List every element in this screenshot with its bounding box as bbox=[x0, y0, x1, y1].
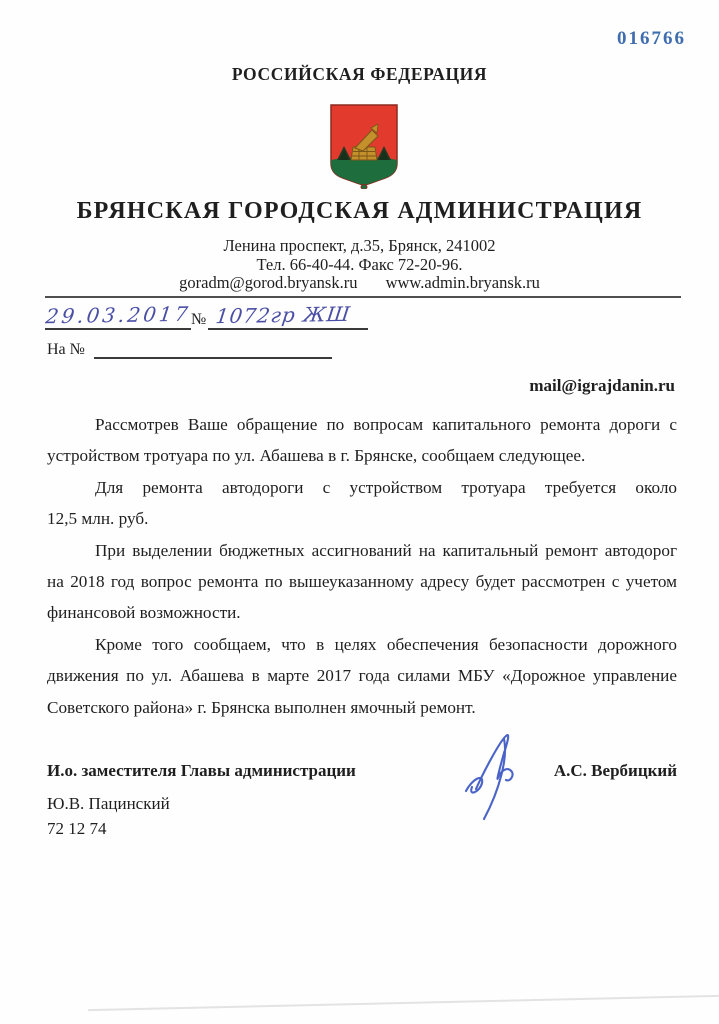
body-line: При выделении бюджетных ассигнований на капитальный ремонт автодорог bbox=[95, 540, 677, 560]
handwritten-signature-icon bbox=[448, 731, 548, 823]
bryansk-coat-of-arms-icon bbox=[328, 103, 400, 189]
body-line: Советского района» г. Брянска выполнен ямочный ремонт. bbox=[47, 697, 476, 717]
outgoing-date-field bbox=[45, 303, 191, 330]
body-line: движения по ул. Абашева в марте 2017 года силами МБУ «Дорожное управление bbox=[47, 666, 677, 686]
reply-to-number-blank bbox=[94, 340, 332, 359]
scan-artifact-line bbox=[88, 995, 719, 1011]
reply-to-label: На № bbox=[47, 341, 85, 358]
reply-to-number-row bbox=[47, 340, 332, 359]
letter-body bbox=[47, 409, 677, 723]
country-title: РОССИЙСКАЯ ФЕДЕРАЦИЯ bbox=[231, 64, 488, 84]
signer-position-title: И.о. заместителя Главы администрации bbox=[47, 761, 356, 780]
recipient-email: mail@igrajdanin.ru bbox=[529, 376, 675, 395]
organization-phone-fax: Тел. 66-40-44. Факс 72-20-96. bbox=[256, 255, 463, 274]
body-line: финансовой возможности. bbox=[47, 603, 241, 623]
outgoing-reference-row bbox=[45, 303, 368, 330]
organization-title: БРЯНСКАЯ ГОРОДСКАЯ АДМИНИСТРАЦИЯ bbox=[76, 198, 643, 224]
executor-name: Ю.В. Пацинский bbox=[47, 794, 170, 813]
outgoing-number-field bbox=[208, 303, 368, 330]
registration-stamp-number: 016766 bbox=[617, 28, 686, 49]
body-line: 12,5 млн. руб. bbox=[47, 509, 149, 529]
organization-email: goradm@gorod.bryansk.ru bbox=[179, 273, 358, 292]
letterhead-divider-line bbox=[45, 296, 681, 298]
executor-phone: 72 12 74 bbox=[47, 819, 107, 838]
handwritten-outgoing-number: 1072гр ЖШ bbox=[214, 301, 353, 329]
number-sign-label: № bbox=[191, 311, 207, 328]
body-line: Кроме того сообщаем, что в целях обеспечения безопасности дорожного bbox=[95, 634, 677, 654]
body-line: устройством тротуара по ул. Абашева в г. Брянске, сообщаем следующее. bbox=[47, 446, 586, 466]
organization-contacts bbox=[0, 273, 719, 293]
signer-name: А.С. Вербицкий bbox=[553, 761, 677, 780]
body-line: на 2018 год вопрос ремонта по вышеуказанному адресу будет рассмотрен с учетом bbox=[47, 572, 677, 592]
body-line: Для ремонта автодороги с устройством тротуара требуется около bbox=[95, 477, 677, 497]
body-line: Рассмотрев Ваше обращение по вопросам капитального ремонта дороги с bbox=[95, 415, 677, 434]
handwritten-date: 29.03.2017 bbox=[44, 301, 192, 329]
signature-row bbox=[47, 761, 677, 781]
organization-website: www.admin.bryansk.ru bbox=[385, 273, 540, 292]
organization-address: Ленина проспект, д.35, Брянск, 241002 bbox=[223, 236, 496, 255]
